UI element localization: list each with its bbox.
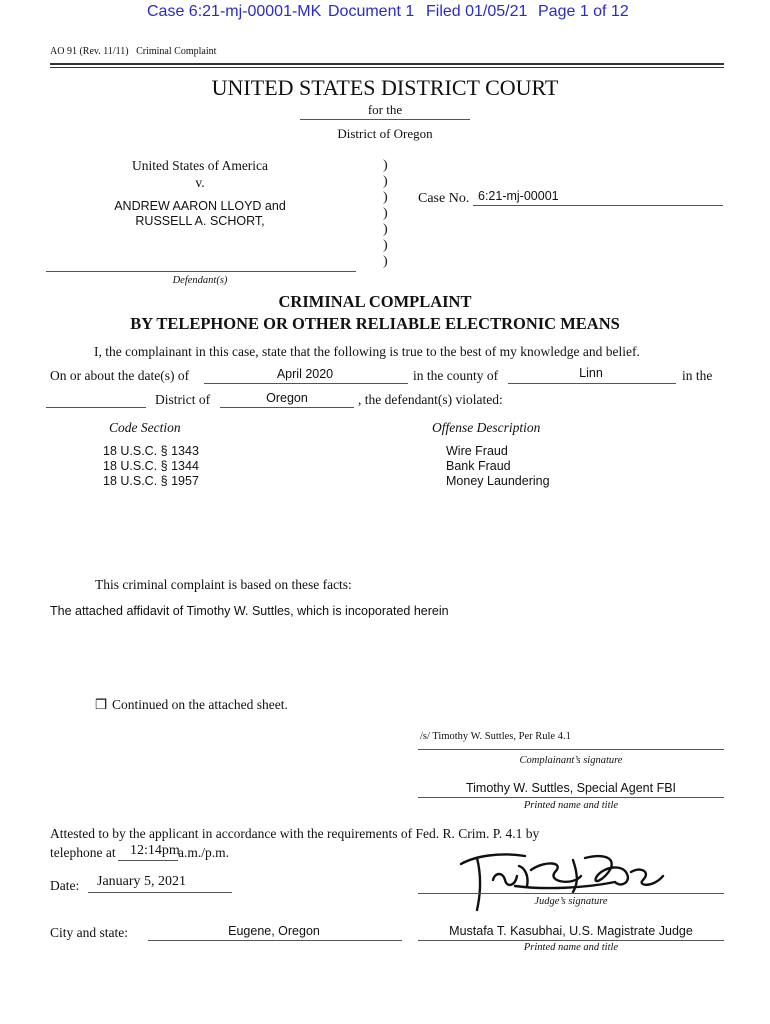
case-no-rule bbox=[473, 205, 723, 206]
telephone-at-label: telephone at bbox=[50, 845, 116, 860]
continued-label: Continued on the attached sheet. bbox=[112, 697, 288, 712]
county-rule bbox=[508, 383, 676, 384]
caption-rule bbox=[46, 271, 356, 272]
judge-name-label: Printed name and title bbox=[523, 942, 619, 953]
attestation-time: 12:14pm bbox=[130, 843, 180, 858]
case-no: 6:21-mj-00001 bbox=[478, 189, 559, 203]
district-value: Oregon bbox=[266, 391, 308, 405]
offense-date: April 2020 bbox=[276, 367, 334, 381]
header-rule-thick bbox=[50, 63, 724, 65]
in-the-label: in the bbox=[682, 368, 713, 383]
versus: v. bbox=[195, 175, 205, 190]
time-rule bbox=[118, 860, 178, 861]
header-rule-thin bbox=[50, 67, 724, 68]
complaint-subtitle: BY TELEPHONE OR OTHER RELIABLE ELECTRONIC MEANS bbox=[130, 314, 620, 333]
form-id: AO 91 (Rev. 11/11) Criminal Complaint bbox=[50, 46, 217, 57]
ampm-label: a.m./p.m. bbox=[178, 845, 229, 860]
offense-bank-fraud: Bank Fraud bbox=[446, 459, 511, 473]
offense-money-laundering: Money Laundering bbox=[446, 474, 550, 488]
county: Linn bbox=[579, 366, 603, 380]
paren: ) bbox=[383, 222, 388, 237]
plaintiff: United States of America bbox=[131, 158, 269, 173]
judge-signature-label: Judge’s signature bbox=[534, 896, 608, 907]
city-state-label: City and state: bbox=[50, 925, 128, 940]
defendants-label: Defendant(s) bbox=[172, 275, 228, 286]
defendants-line1: ANDREW AARON LLOYD and bbox=[114, 199, 286, 213]
stamp-filed: Filed 01/05/21 bbox=[426, 3, 528, 20]
violated-label: , the defendant(s) violated: bbox=[358, 392, 503, 407]
stamp-document: Document 1 bbox=[328, 3, 415, 20]
district-prefix-rule bbox=[46, 407, 146, 408]
date-value-rule bbox=[88, 892, 232, 893]
paren: ) bbox=[383, 174, 388, 189]
judge-name-rule bbox=[418, 940, 724, 941]
complainant-name: Timothy W. Suttles, Special Agent FBI bbox=[465, 781, 677, 795]
complainant-name-rule bbox=[418, 797, 724, 798]
paren: ) bbox=[383, 190, 388, 205]
paren: ) bbox=[383, 206, 388, 221]
code-section-1344: 18 U.S.C. § 1344 bbox=[103, 459, 199, 473]
complaint-title: CRIMINAL COMPLAINT bbox=[278, 292, 472, 311]
complainant-signature-label: Complainant’s signature bbox=[519, 755, 623, 766]
paren: ) bbox=[383, 158, 388, 173]
facts-text: The attached affidavit of Timothy W. Suttles, which is incoporated herein bbox=[50, 604, 449, 618]
complainant-signature-rule bbox=[418, 749, 724, 750]
offense-description-header: Offense Description bbox=[432, 420, 541, 435]
complainant-signature: /s/ Timothy W. Suttles, Per Rule 4.1 bbox=[420, 731, 571, 742]
on-or-about-label: On or about the date(s) of bbox=[50, 368, 190, 383]
stamp-case: Case 6:21-mj-00001-MK bbox=[147, 3, 322, 20]
district-rule bbox=[220, 407, 354, 408]
date-label: Date: bbox=[50, 878, 80, 893]
continued-checkbox[interactable]: ❒ bbox=[95, 697, 108, 712]
city-state-rule bbox=[148, 940, 402, 941]
paren: ) bbox=[383, 238, 388, 253]
date-rule bbox=[204, 383, 408, 384]
code-section-header: Code Section bbox=[109, 420, 181, 435]
statement: I, the complainant in this case, state that the following is true to the best of my knowledge and belief. bbox=[94, 344, 640, 359]
code-section-1957: 18 U.S.C. § 1957 bbox=[103, 474, 199, 488]
paren: ) bbox=[383, 254, 388, 269]
stamp-page: Page 1 of 12 bbox=[538, 3, 629, 20]
case-no-label: Case No. bbox=[418, 191, 470, 206]
date-value: January 5, 2021 bbox=[97, 874, 187, 889]
offense-wire-fraud: Wire Fraud bbox=[446, 444, 508, 458]
judge-name: Mustafa T. Kasubhai, U.S. Magistrate Judge bbox=[449, 924, 693, 938]
attestation-line1: Attested to by the applicant in accordance with the requirements of Fed. R. Crim. P. 4.1 by bbox=[50, 826, 540, 841]
court-district-rule bbox=[300, 119, 470, 120]
complainant-name-label: Printed name and title bbox=[523, 800, 619, 811]
district-of-label: District of bbox=[155, 392, 211, 407]
in-county-label: in the county of bbox=[413, 368, 499, 383]
city-state-value: Eugene, Oregon bbox=[228, 924, 320, 938]
defendants-line2: RUSSELL A. SCHORT, bbox=[135, 214, 265, 228]
judge-signature-rule bbox=[418, 893, 724, 894]
court-title: UNITED STATES DISTRICT COURT bbox=[211, 75, 559, 100]
court-district: District of Oregon bbox=[337, 126, 433, 141]
court-for-the: for the bbox=[367, 102, 403, 117]
code-section-1343: 18 U.S.C. § 1343 bbox=[103, 444, 199, 458]
facts-label: This criminal complaint is based on these facts: bbox=[95, 577, 352, 592]
